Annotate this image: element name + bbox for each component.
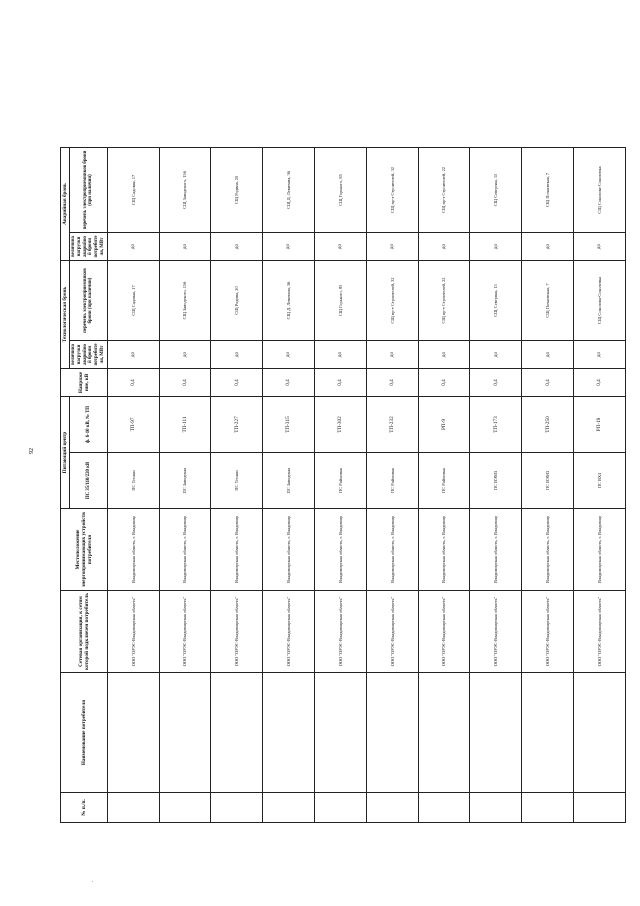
cell-tp: РП-18	[574, 397, 626, 453]
cell-grid-org: ООО "ОРЭС-Владимирская область"	[470, 591, 522, 673]
cell-tech-armor-value: до	[211, 341, 263, 369]
cell-voltage: 0,4	[470, 369, 522, 397]
table-row	[314, 148, 366, 823]
table-row	[418, 148, 470, 823]
cell-grid-org: ООО "ОРЭС-Владимирская область"	[314, 591, 366, 673]
cell-ps: ПС ВЭМЗ	[470, 453, 522, 509]
cell-tech-armor-value: до	[470, 341, 522, 369]
cell-num	[263, 793, 315, 823]
cell-tech-armor-list: СЩ Почаевская, 7	[522, 261, 574, 341]
cell-consumer-name	[470, 673, 522, 793]
header-num: № п./п.	[61, 793, 108, 823]
cell-location: Владимирская область, г. Владимир	[107, 509, 159, 591]
cell-emer-armor-list: СЩ Северная, 15	[470, 148, 522, 233]
cell-tech-armor-list: СЩ пр-т Строителей, 22	[418, 261, 470, 341]
subheader-emer-armor-value: величина нагрузки аварийной брони потребителя, МВт	[70, 233, 108, 261]
cell-tech-armor-list: СЩ Д. Левитана, 36	[263, 261, 315, 341]
cell-tech-armor-list: СЩ Соколова-Соколенка	[574, 261, 626, 341]
cell-emer-armor-list: СЩ Почаевская, 7	[522, 148, 574, 233]
cell-location: Владимирская область, г. Владимир	[574, 509, 626, 591]
cell-location: Владимирская область, г. Владимир	[263, 509, 315, 591]
cell-ps: ПС Районная	[418, 453, 470, 509]
header-grid-org: Сетевая организация, к сетям которой подключен потребитель	[61, 591, 108, 673]
header-tech-armor: Технологическая бронь	[61, 261, 70, 369]
page-number: 92	[29, 448, 35, 454]
cell-emer-armor-value: до	[314, 233, 366, 261]
table-row	[366, 148, 418, 823]
cell-consumer-name	[263, 673, 315, 793]
cell-tech-armor-value: до	[263, 341, 315, 369]
subheader-tech-armor-list: перечень электроприемников брони (при наличии)	[70, 261, 108, 341]
footer-mark: .	[92, 878, 94, 884]
cell-consumer-name	[159, 673, 211, 793]
cell-ps: ПС Заводская	[159, 453, 211, 509]
cell-tech-armor-value: до	[314, 341, 366, 369]
cell-consumer-name	[211, 673, 263, 793]
cell-grid-org: ООО "ОРЭС-Владимирская область"	[263, 591, 315, 673]
cell-location: Владимирская область, г. Владимир	[314, 509, 366, 591]
cell-emer-armor-list: СЩ пр-т Строителей, 32	[366, 148, 418, 233]
cell-tp: ТП-250	[522, 397, 574, 453]
cell-tp: ТП-302	[314, 397, 366, 453]
cell-grid-org: ООО "ОРЭС-Владимирская область"	[107, 591, 159, 673]
cell-num	[470, 793, 522, 823]
cell-ps: ПС Районная	[366, 453, 418, 509]
cell-consumer-name	[107, 673, 159, 793]
table-header-row	[61, 148, 70, 823]
cell-grid-org: ООО "ОРЭС-Владимирская область"	[522, 591, 574, 673]
cell-emer-armor-value: до	[574, 233, 626, 261]
cell-location: Владимирская область, г. Владимир	[366, 509, 418, 591]
table-body	[107, 148, 625, 823]
cell-voltage: 0,4	[159, 369, 211, 397]
cell-tp: ТП-227	[211, 397, 263, 453]
cell-tp: ТП-315	[263, 397, 315, 453]
cell-grid-org: ООО "ОРЭС-Владимирская область"	[159, 591, 211, 673]
table-row	[574, 148, 626, 823]
cell-num	[211, 793, 263, 823]
table-row	[470, 148, 522, 823]
cell-tech-armor-list: СЩ Заводского, 156	[159, 261, 211, 341]
cell-tp: ТП-173	[470, 397, 522, 453]
cell-voltage: 0,4	[522, 369, 574, 397]
cell-location: Владимирская область, г. Владимир	[418, 509, 470, 591]
cell-emer-armor-value: до	[522, 233, 574, 261]
cell-tech-armor-list: СЩ Родина, 20	[211, 261, 263, 341]
cell-grid-org: ООО "ОРЭС-Владимирская область"	[418, 591, 470, 673]
cell-grid-org: ООО "ОРЭС-Владимирская область"	[211, 591, 263, 673]
cell-tech-armor-list: СЩ Северная, 15	[470, 261, 522, 341]
cell-tp: ТП-232	[366, 397, 418, 453]
cell-voltage: 0,4	[211, 369, 263, 397]
cell-num	[159, 793, 211, 823]
cell-emer-armor-value: до	[418, 233, 470, 261]
cell-emer-armor-list: СЩ Горького, 85	[314, 148, 366, 233]
cell-consumer-name	[418, 673, 470, 793]
subheader-tp: ф. 6-10 кВ, № ТП	[70, 397, 108, 453]
cell-location: Владимирская область, г. Владимир	[159, 509, 211, 591]
cell-emer-armor-value: до	[366, 233, 418, 261]
cell-location: Владимирская область, г. Владимир	[470, 509, 522, 591]
cell-num	[366, 793, 418, 823]
cell-tech-armor-value: до	[159, 341, 211, 369]
cell-voltage: 0,4	[366, 369, 418, 397]
cell-tp: РП-9	[418, 397, 470, 453]
cell-voltage: 0,4	[107, 369, 159, 397]
cell-tech-armor-list: СЩ пр-т Строителей, 32	[366, 261, 418, 341]
cell-voltage: 0,4	[418, 369, 470, 397]
cell-grid-org: ООО "ОРЭС-Владимирская область"	[366, 591, 418, 673]
cell-tech-armor-value: до	[107, 341, 159, 369]
header-consumer-name: Наименование потребителя	[61, 673, 108, 793]
subheader-ps: ПС 35/110/220 кВ	[70, 453, 108, 509]
table-container	[60, 148, 626, 823]
cell-location: Владимирская область, г. Владимир	[522, 509, 574, 591]
cell-consumer-name	[366, 673, 418, 793]
cell-emer-armor-list: СЩ Д. Левитана, 36	[263, 148, 315, 233]
cell-num	[522, 793, 574, 823]
cell-emer-armor-value: до	[263, 233, 315, 261]
cell-tp: ТП-111	[159, 397, 211, 453]
cell-tech-armor-value: до	[522, 341, 574, 369]
cell-tech-armor-value: до	[574, 341, 626, 369]
cell-location: Владимирская область, г. Владимир	[211, 509, 263, 591]
cell-ps: ПС Заводская	[263, 453, 315, 509]
reservation-table	[60, 147, 626, 823]
cell-ps: ПС ВХЗ	[574, 453, 626, 509]
subheader-emer-armor-list: перечень электроприемников брони (при наличии)	[70, 148, 108, 233]
cell-consumer-name	[574, 673, 626, 793]
cell-emer-armor-list: СЩ Садовая, 17	[107, 148, 159, 233]
header-supply-center: Питающий центр	[61, 397, 70, 509]
cell-grid-org: ООО "ОРЭС-Владимирская область"	[574, 591, 626, 673]
header-location: Местоположение энергопринимающих устройств потребителя	[61, 509, 108, 591]
cell-voltage: 0,4	[263, 369, 315, 397]
cell-emer-armor-value: до	[211, 233, 263, 261]
cell-emer-armor-list: СЩ Родина, 20	[211, 148, 263, 233]
cell-tech-armor-list: СЩ Садовая, 17	[107, 261, 159, 341]
header-emergency-armor: Аварийная бронь	[61, 148, 70, 261]
cell-tech-armor-value: до	[366, 341, 418, 369]
cell-emer-armor-list: СЩ Соколова-Соколенка	[574, 148, 626, 233]
table-row	[522, 148, 574, 823]
cell-voltage: 0,4	[574, 369, 626, 397]
table-row	[263, 148, 315, 823]
cell-ps: ПС Районная	[314, 453, 366, 509]
cell-voltage: 0,4	[314, 369, 366, 397]
cell-tech-armor-list: СЩ Горького, 85	[314, 261, 366, 341]
cell-tp: ТП-97	[107, 397, 159, 453]
cell-consumer-name	[314, 673, 366, 793]
cell-ps: ПС Тесаки	[107, 453, 159, 509]
cell-consumer-name	[522, 673, 574, 793]
header-voltage: Напряжение, кВ	[61, 369, 108, 397]
table-row	[211, 148, 263, 823]
cell-num	[107, 793, 159, 823]
table-row	[107, 148, 159, 823]
cell-ps: ПС Тесаки	[211, 453, 263, 509]
cell-num	[418, 793, 470, 823]
cell-ps: ПС ВЭМЗ	[522, 453, 574, 509]
cell-tech-armor-value: до	[418, 341, 470, 369]
cell-emer-armor-value: до	[107, 233, 159, 261]
subheader-tech-armor-value: величина нагрузки аварийной брони потребителя, МВт	[70, 341, 108, 369]
cell-num	[574, 793, 626, 823]
cell-emer-armor-value: до	[159, 233, 211, 261]
cell-emer-armor-list: СЩ пр-т Строителей, 22	[418, 148, 470, 233]
table-row	[159, 148, 211, 823]
cell-num	[314, 793, 366, 823]
cell-emer-armor-value: до	[470, 233, 522, 261]
cell-emer-armor-list: СЩ Заводского, 156	[159, 148, 211, 233]
